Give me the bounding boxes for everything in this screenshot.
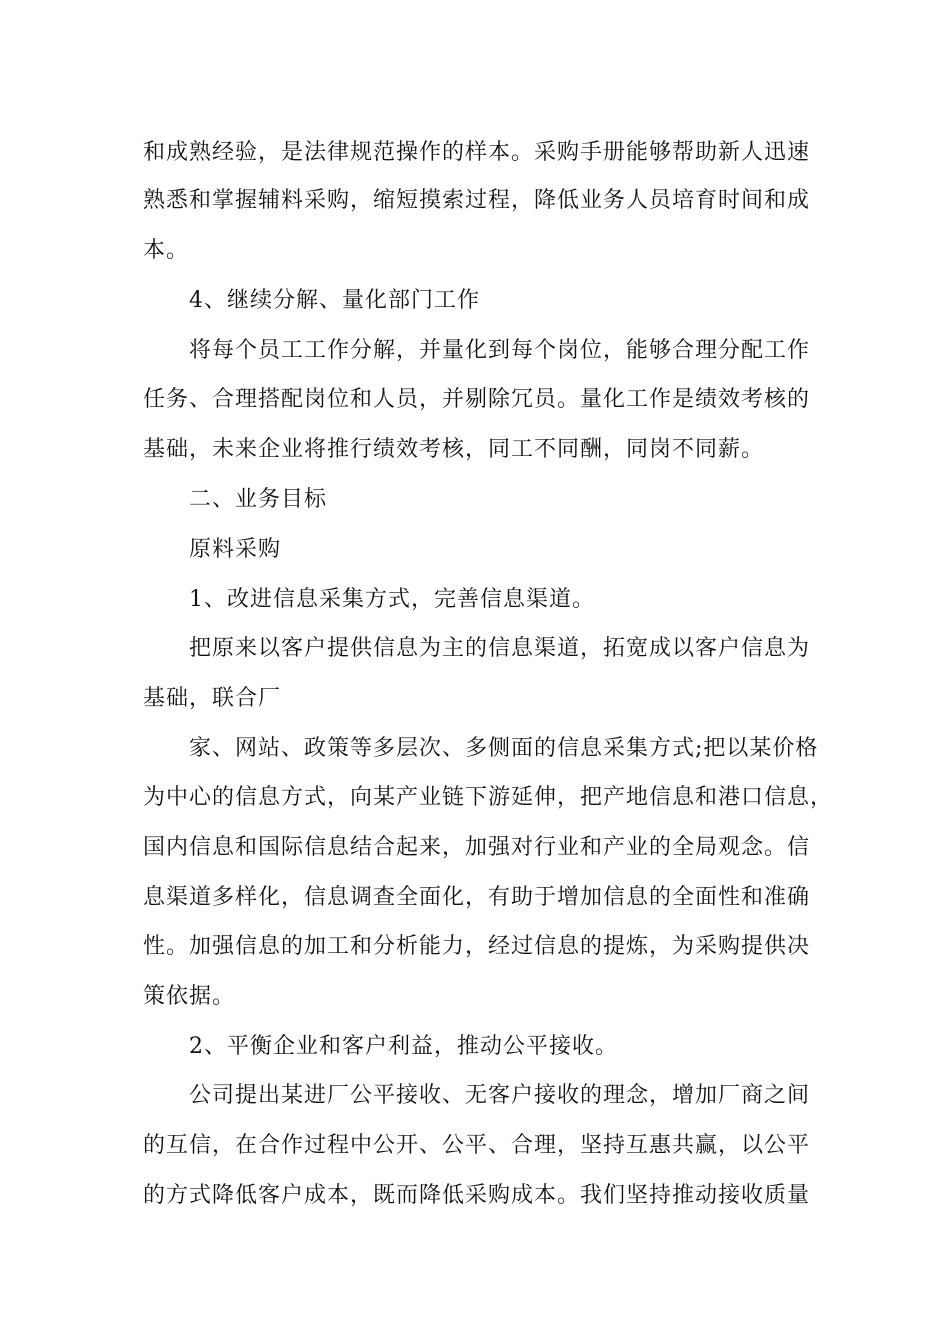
section-heading: 二、业务目标	[189, 487, 328, 512]
text-line: 国内信息和国际信息结合起来，加强对行业和产业的全局观念。信	[143, 835, 811, 860]
text-line: 把原来以客户提供信息为主的信息渠道，拓宽成以客户信息为	[189, 636, 811, 661]
text-line: 任务、合理搭配岗位和人员，并剔除冗员。量化工作是绩效考核的	[143, 387, 811, 412]
text-line: 本。	[143, 238, 190, 263]
text-line: 性。加强信息的加工和分析能力，经过信息的提炼，为采购提供决	[143, 934, 811, 959]
text-line: 公司提出某进厂公平接收、无客户接收的理念，增加厂商之间	[189, 1083, 811, 1108]
section-heading: 原料采购	[189, 537, 282, 562]
text-line: 的方式降低客户成本，既而降低采购成本。我们坚持推动接收质量	[143, 1183, 811, 1208]
text-line: 熟悉和掌握辅料采购，缩短摸索过程，降低业务人员培育时间和成	[143, 188, 811, 213]
text-line: 和成熟经验，是法律规范操作的样本。采购手册能够帮助新人迅速	[143, 140, 811, 165]
text-line: 的互信，在合作过程中公开、公平、合理，坚持互惠共赢，以公平	[143, 1133, 811, 1158]
text-line: 基础，未来企业将推行绩效考核，同工不同酬，同岗不同薪。	[143, 437, 765, 462]
text-line: 家、网站、政策等多层次、多侧面的信息采集方式;把以某价格	[189, 736, 819, 761]
text-line: 基础，联合厂	[143, 686, 282, 711]
text-line: 息渠道多样化，信息调查全面化，有助于增加信息的全面性和准确	[143, 885, 811, 910]
text-line: 为中心的信息方式，向某产业链下游延伸，把产地信息和港口信息，	[143, 785, 834, 810]
section-heading: 1、改进信息采集方式，完善信息渠道。	[189, 587, 595, 612]
text-line: 策依据。	[143, 984, 236, 1009]
text-line: 将每个员工工作分解，并量化到每个岗位，能够合理分配工作	[189, 338, 811, 363]
section-heading: 4、继续分解、量化部门工作	[189, 288, 480, 313]
section-heading: 2、平衡企业和客户利益，推动公平接收。	[189, 1034, 618, 1059]
